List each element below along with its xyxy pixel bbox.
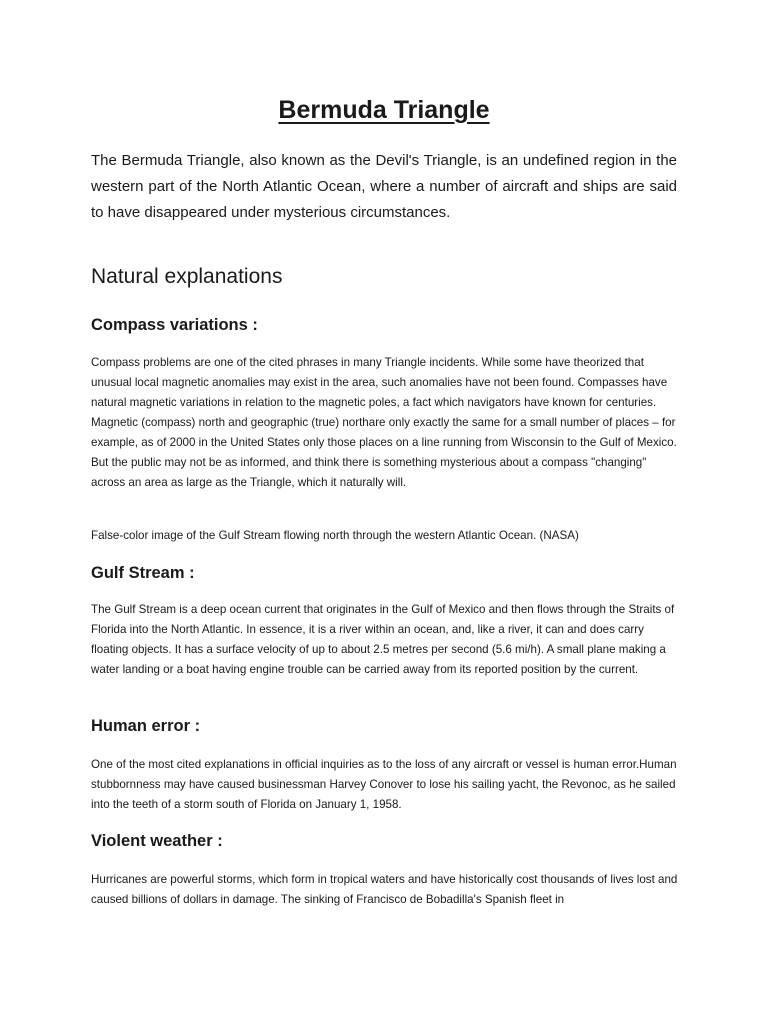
image-caption: False-color image of the Gulf Stream flowing north through the western Atlantic Ocean. (NASA) (91, 529, 579, 542)
violent-weather-heading: Violent weather : (91, 832, 223, 850)
intro-paragraph: The Bermuda Triangle, also known as the Devil's Triangle, is an undefined region in the western part of the North Atlantic Ocean, where a number of aircraft and ships are said to have disappeared under mysterious circumstances. (91, 152, 677, 221)
compass-paragraph: Compass problems are one of the cited phrases in many Triangle incidents. While some have theorized that unusual local magnetic anomalies may exist in the area, such anomalies have not been found. Compasses have natural magnetic variations in relation to the magnetic poles, a fact which navigators have known for centuries. Magnetic (compass) north and geographic (true) northare only exactly the same for a small number of places – for example, as of 2000 in the United States only those places on a line running from Wisconsin to the Gulf of Mexico. But the public may not be as informed, and think there is something mysterious about a compass "changing" across an area as large as the Triangle, which it naturally will. (91, 356, 677, 489)
gulf-stream-heading: Gulf Stream : (91, 564, 195, 582)
compass-heading: Compass variations : (91, 316, 258, 334)
violent-weather-paragraph: Hurricanes are powerful storms, which form in tropical waters and have historically cost thousands of lives lost and caused billions of dollars in damage. The sinking of Francisco de Bobadilla's Spanish fleet in (91, 873, 678, 906)
section-heading: Natural explanations (91, 265, 283, 288)
document-title: Bermuda Triangle (278, 96, 490, 124)
human-error-paragraph: One of the most cited explanations in official inquiries as to the loss of any aircraft or vessel is human error.Human stubbornness may have caused businessman Harvey Conover to lose his sailing yacht, the Revonoc, as he sailed into the teeth of a storm south of Florida on January 1, 1958. (91, 758, 677, 811)
gulf-stream-paragraph: The Gulf Stream is a deep ocean current that originates in the Gulf of Mexico and then flows through the Straits of Florida into the North Atlantic. In essence, it is a river within an ocean, and, like a river, it can and does carry floating objects. It has a surface velocity of up to about 2.5 metres per second (5.6 mi/h). A small plane making a water landing or a boat having engine trouble can be carried away from its reported position by the current. (91, 603, 675, 676)
human-error-heading: Human error : (91, 717, 201, 735)
